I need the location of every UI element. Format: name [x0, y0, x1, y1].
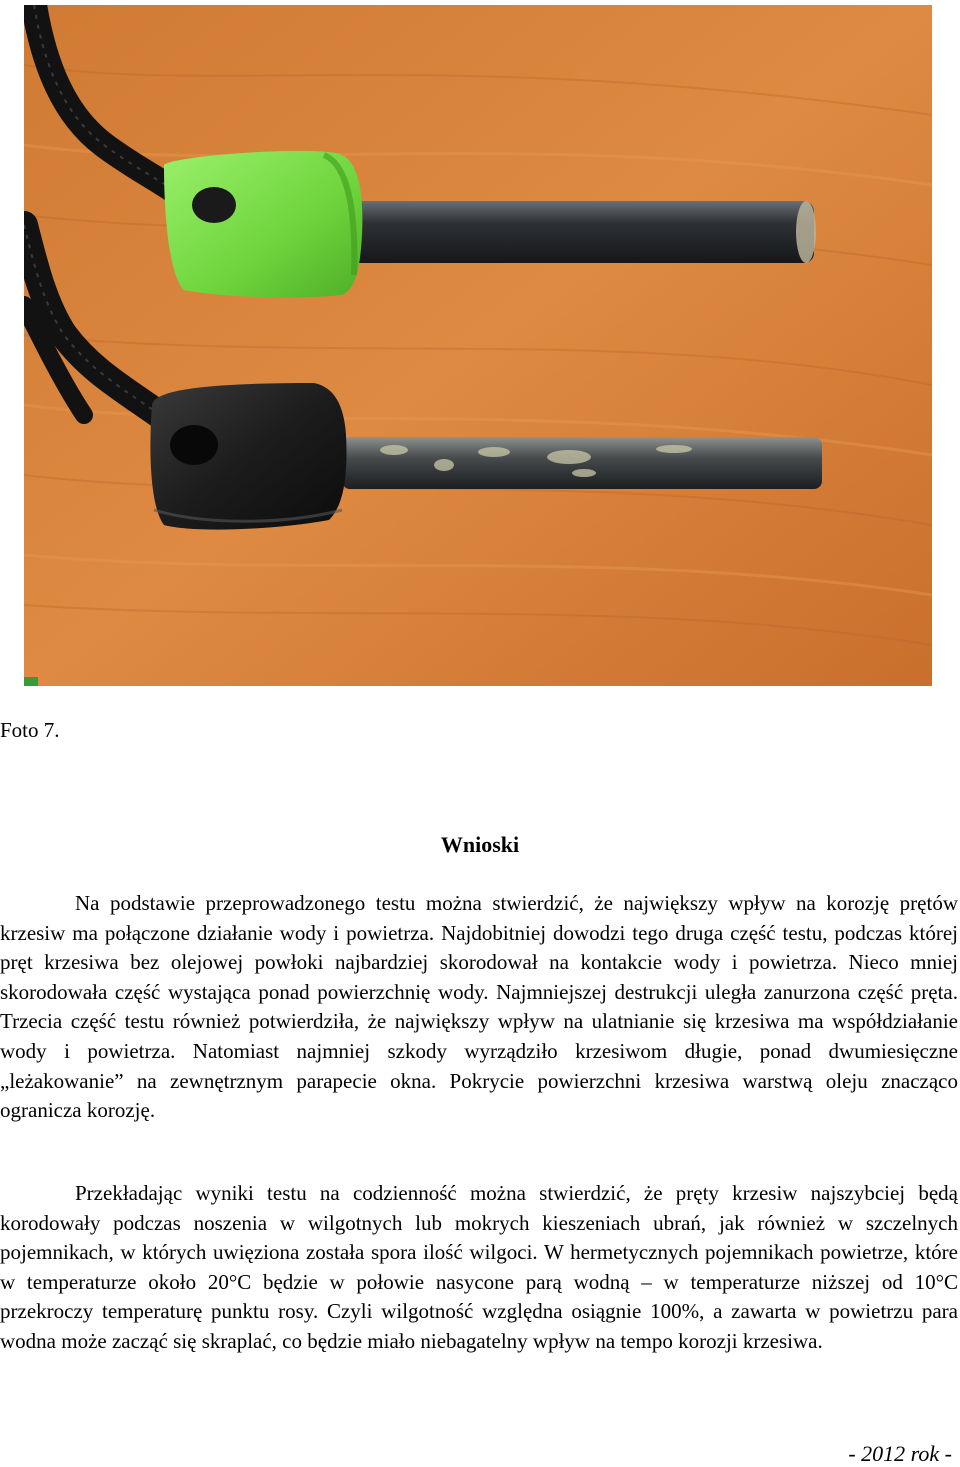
paragraph-conclusions: Na podstawie przeprowadzonego testu można stwierdzić, że największy wpływ na korozję prętów krzesiw ma połączone działanie wody i powietrza. Najdobitniej dowodzi tego druga część testu, podczas której pręt krzesiwa bez olejowej powłoki najbardziej skorodował na kontakcie wody i powietrza. Nieco mniej skorodowała część wystająca ponad powierzchnię wody. Najmniejszej destrukcji uległa zanurzona część pręta. Trzecia część testu również potwierdziła, że największy wpływ na ulatnianie się krzesiwa ma współdziałanie wody i powietrza. Natomiast najmniej szkody wyrządziło krzesiwom długie, ponad dwumiesięczne „leżakowanie” na zewnętrznym parapecie okna. Pokrycie powierzchni krzesiwa warstwą oleju znacząco ogranicza korozję.: [0, 891, 958, 1123]
green-handle: [164, 151, 362, 298]
wood-surface: [24, 5, 932, 686]
top-rod: [344, 201, 814, 263]
bottom-rod: [342, 437, 822, 489]
page-footer: - 2012 rok -: [848, 1441, 952, 1466]
section-heading: Wnioski: [440, 832, 520, 857]
firesteel-photo: [24, 5, 932, 686]
photo-caption: Foto 7.: [0, 718, 60, 742]
paragraph-practical: Przekładając wyniki testu na codzienność można stwierdzić, że pręty krzesiw najszybciej będą korodowały podczas noszenia w wilgotnych lub mokrych kieszeniach ubrań, jak również w szczelnych pojemnikach, w których uwięziona została spora ilość wilgoci. W hermetycznych pojemnikach powietrze, które w temperaturze około 20°C będzie w połowie nasycone parą wodną – w temperaturze niższej od 10°C przekroczy temperaturę punktu rosy. Czyli wilgotność względna osiągnie 100%, a zawarta w powietrzu para wodna może zacząć się skraplać, co będzie miało niebagatelny wpływ na tempo korozji krzesiwa.: [0, 1181, 958, 1353]
